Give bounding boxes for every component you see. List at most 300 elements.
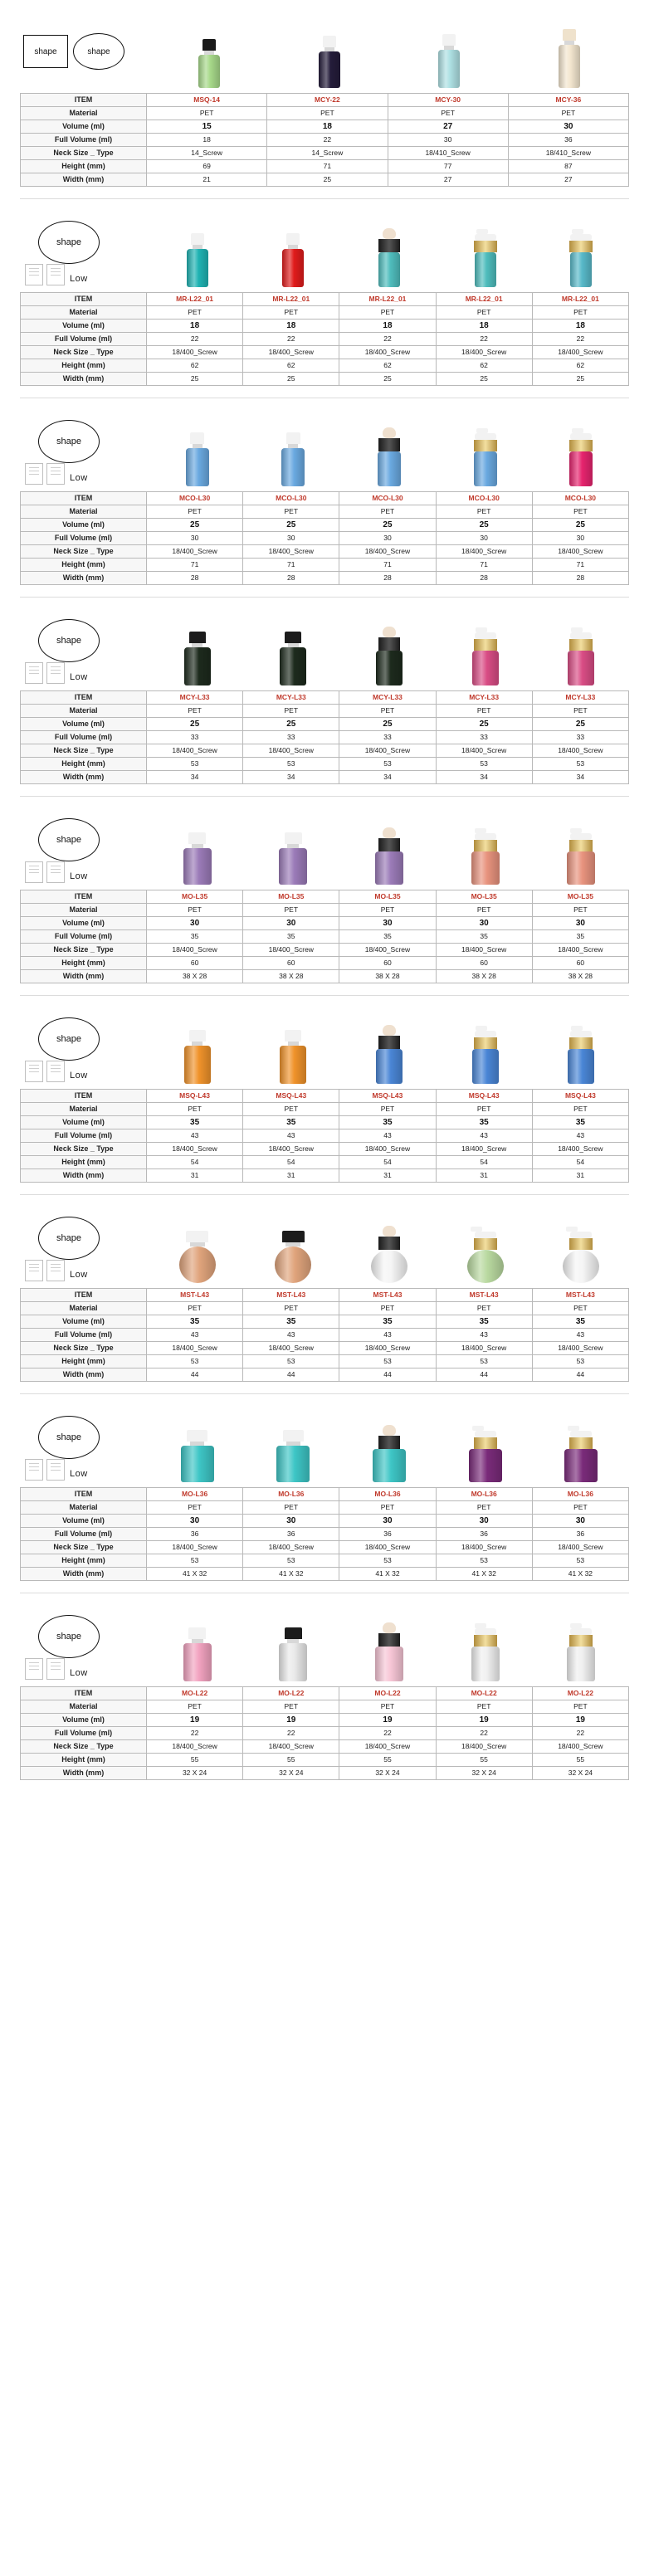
cell-material: PET	[147, 505, 243, 519]
bottle-cell	[437, 612, 534, 685]
row-header-width: Width (mm)	[21, 970, 147, 983]
bottle-graphic	[279, 1627, 307, 1681]
cell-height: 69	[147, 160, 267, 173]
table-row	[21, 917, 629, 930]
pump-head	[570, 1431, 592, 1437]
bottle-graphic	[564, 1426, 598, 1482]
cell-neck: 18/410_Screw	[508, 147, 628, 160]
cell-full-volume: 22	[436, 333, 532, 346]
cell-item: MO-L36	[339, 1488, 436, 1501]
bottle-cell	[533, 612, 629, 685]
cell-height: 53	[243, 1355, 339, 1368]
bottle-graphic	[568, 1026, 594, 1084]
cell-full-volume: 22	[532, 1727, 628, 1740]
mini-bottle-icon	[25, 463, 43, 485]
row-header-volume: Volume (ml)	[21, 917, 147, 930]
row-header-neck: Neck Size _ Type	[21, 1342, 147, 1355]
mini-bottle-icon	[25, 264, 43, 285]
cell-item: MCY-L33	[436, 691, 532, 705]
cell-material: PET	[339, 1501, 436, 1515]
cell-volume: 25	[532, 519, 628, 532]
cell-neck: 18/400_Screw	[436, 346, 532, 359]
block-divider	[20, 198, 629, 199]
bottle-image-row	[20, 214, 629, 287]
cell-neck: 18/400_Screw	[339, 1740, 436, 1754]
spec-block	[20, 812, 629, 996]
row-header-full-volume: Full Volume (ml)	[21, 1329, 147, 1342]
bottle-body	[475, 252, 496, 287]
cell-material: PET	[532, 705, 628, 718]
shape-circle-icon: shape	[38, 221, 100, 264]
row-header-width: Width (mm)	[21, 1169, 147, 1183]
bottle-graphic	[179, 1231, 216, 1283]
cell-height: 53	[532, 1355, 628, 1368]
cell-full-volume: 33	[532, 731, 628, 744]
shape-square-icon: shape	[23, 35, 68, 68]
bottle-body	[378, 252, 400, 287]
bottle-image-row	[20, 812, 629, 885]
spec-block	[20, 1409, 629, 1593]
cell-item: MCY-36	[508, 94, 628, 107]
table-row	[21, 373, 629, 386]
row-header-material: Material	[21, 107, 147, 120]
cell-full-volume: 22	[339, 333, 436, 346]
bottle-graphic	[375, 827, 403, 885]
cell-volume: 30	[243, 1515, 339, 1528]
bottle-body	[567, 1647, 595, 1681]
cell-height: 54	[436, 1156, 532, 1169]
bottle-body	[570, 252, 592, 287]
cell-item: MSQ-L43	[532, 1090, 628, 1103]
bottle-body	[183, 848, 212, 885]
pump-head	[475, 1431, 496, 1437]
mini-bottle-stack	[25, 1061, 88, 1082]
cell-neck: 18/400_Screw	[436, 1541, 532, 1554]
bottle-cap	[191, 233, 204, 245]
cell-full-volume: 33	[339, 731, 436, 744]
bottle-graphic	[568, 229, 593, 287]
bottle-cap	[190, 432, 204, 444]
cell-material: PET	[243, 306, 339, 320]
cell-full-volume: 22	[147, 333, 243, 346]
bottle-graphic	[376, 627, 403, 685]
cell-material: PET	[243, 1501, 339, 1515]
dropper-bulb	[383, 228, 396, 239]
pump-collar	[474, 840, 497, 851]
bottle-body	[183, 1643, 212, 1681]
row-header-full-volume: Full Volume (ml)	[21, 532, 147, 545]
cell-item: MO-L35	[436, 890, 532, 904]
row-header-width: Width (mm)	[21, 1568, 147, 1581]
bottle-cap	[286, 233, 300, 245]
row-header-height: Height (mm)	[21, 160, 147, 173]
cell-height: 53	[243, 758, 339, 771]
bottle-body	[568, 1049, 594, 1084]
cell-item: MO-L36	[436, 1488, 532, 1501]
row-header-width: Width (mm)	[21, 771, 147, 784]
cell-width: 34	[532, 771, 628, 784]
cell-neck: 18/400_Screw	[532, 346, 628, 359]
cell-item: MO-L36	[532, 1488, 628, 1501]
cell-volume: 35	[436, 1116, 532, 1129]
cell-neck: 18/400_Screw	[532, 545, 628, 559]
shape-cell	[23, 1210, 149, 1283]
cell-material: PET	[532, 505, 628, 519]
low-label: Low	[70, 1071, 88, 1081]
bottle-body	[375, 851, 403, 885]
bottle-cell	[533, 812, 629, 885]
cell-material: PET	[243, 705, 339, 718]
cell-volume: 25	[243, 718, 339, 731]
cell-item: MO-L22	[339, 1687, 436, 1700]
cell-volume: 30	[508, 120, 628, 134]
row-header-item: ITEM	[21, 691, 147, 705]
cell-item: MO-L35	[243, 890, 339, 904]
bottle-cell	[437, 214, 534, 287]
cell-neck: 18/400_Screw	[147, 1541, 243, 1554]
cell-item: MR-L22_01	[339, 293, 436, 306]
bottle-cell	[437, 1409, 534, 1482]
cell-height: 53	[147, 1355, 243, 1368]
cell-neck: 18/400_Screw	[339, 744, 436, 758]
cell-height: 54	[532, 1156, 628, 1169]
table-row	[21, 346, 629, 359]
cell-width: 27	[388, 173, 508, 187]
mini-bottle-stack	[25, 463, 88, 485]
bottle-body	[281, 448, 305, 486]
cell-width: 25	[243, 373, 339, 386]
cell-material: PET	[243, 1103, 339, 1116]
cell-material: PET	[339, 904, 436, 917]
bottle-graphic	[184, 632, 211, 685]
cell-material: PET	[436, 306, 532, 320]
spec-block	[20, 1011, 629, 1195]
table-row	[21, 691, 629, 705]
bottle-cell	[341, 1011, 437, 1084]
cell-height: 62	[532, 359, 628, 373]
cell-neck: 18/400_Screw	[243, 1740, 339, 1754]
row-header-height: Height (mm)	[21, 359, 147, 373]
cell-full-volume: 33	[243, 731, 339, 744]
cell-height: 77	[388, 160, 508, 173]
bottle-body	[467, 1250, 504, 1283]
row-header-width: Width (mm)	[21, 373, 147, 386]
cell-volume: 19	[339, 1714, 436, 1727]
cell-width: 31	[532, 1169, 628, 1183]
cell-neck: 18/400_Screw	[243, 1541, 339, 1554]
table-row	[21, 1488, 629, 1501]
cell-volume: 19	[532, 1714, 628, 1727]
bottle-cell	[341, 1608, 437, 1681]
table-row	[21, 957, 629, 970]
cell-width: 38 X 28	[532, 970, 628, 983]
table-row	[21, 519, 629, 532]
pump-collar	[474, 440, 497, 451]
cell-height: 60	[436, 957, 532, 970]
bottle-graphic	[183, 1627, 212, 1681]
cell-height: 55	[532, 1754, 628, 1767]
cell-full-volume: 30	[532, 532, 628, 545]
mini-bottle-icon	[46, 1260, 65, 1281]
spec-block	[20, 214, 629, 398]
cell-full-volume: 22	[339, 1727, 436, 1740]
bottle-graphic	[375, 1622, 403, 1681]
cell-width: 32 X 24	[339, 1767, 436, 1780]
cell-volume: 18	[267, 120, 388, 134]
cell-volume: 25	[147, 718, 243, 731]
table-row	[21, 572, 629, 585]
row-header-neck: Neck Size _ Type	[21, 346, 147, 359]
row-header-volume: Volume (ml)	[21, 519, 147, 532]
row-header-material: Material	[21, 1103, 147, 1116]
cell-volume: 35	[339, 1315, 436, 1329]
mini-bottle-stack	[25, 861, 88, 883]
cell-height: 71	[243, 559, 339, 572]
bottle-graphic	[184, 1030, 211, 1084]
cell-neck: 18/400_Screw	[339, 1342, 436, 1355]
table-row	[21, 1714, 629, 1727]
cell-volume: 25	[339, 519, 436, 532]
cell-height: 53	[147, 758, 243, 771]
row-header-height: Height (mm)	[21, 957, 147, 970]
cell-neck: 18/400_Screw	[147, 944, 243, 957]
bottle-cell	[149, 612, 246, 685]
cell-material: PET	[339, 1302, 436, 1315]
cell-full-volume: 43	[436, 1129, 532, 1143]
table-row	[21, 559, 629, 572]
block-divider	[20, 1393, 629, 1394]
table-row	[21, 147, 629, 160]
cell-full-volume: 30	[243, 532, 339, 545]
cell-item: MO-L36	[243, 1488, 339, 1501]
cell-full-volume: 43	[147, 1129, 243, 1143]
cell-neck: 14_Screw	[147, 147, 267, 160]
row-header-width: Width (mm)	[21, 173, 147, 187]
cell-volume: 25	[243, 519, 339, 532]
bottle-graphic	[276, 1430, 310, 1482]
pump-collar	[474, 1037, 497, 1049]
bottle-graphic	[473, 229, 498, 287]
cell-material: PET	[532, 1700, 628, 1714]
cell-volume: 30	[147, 917, 243, 930]
cell-neck: 18/400_Screw	[147, 545, 243, 559]
pump-collar	[569, 440, 593, 451]
dropper-bulb	[383, 427, 396, 438]
table-row	[21, 320, 629, 333]
row-header-full-volume: Full Volume (ml)	[21, 1528, 147, 1541]
cell-full-volume: 35	[532, 930, 628, 944]
pump-head	[570, 1232, 592, 1238]
cell-width: 34	[339, 771, 436, 784]
cell-item: MO-L35	[339, 890, 436, 904]
bottle-body	[559, 45, 580, 88]
bottle-body	[474, 451, 497, 486]
table-row	[21, 359, 629, 373]
table-row	[21, 1329, 629, 1342]
pump-head	[475, 1031, 496, 1037]
bottle-graphic	[377, 228, 402, 287]
mini-bottle-icon	[46, 1658, 65, 1680]
block-divider	[20, 995, 629, 996]
cell-volume: 35	[147, 1116, 243, 1129]
cell-volume: 30	[147, 1515, 243, 1528]
cell-item: MST-L43	[436, 1289, 532, 1302]
cell-neck: 18/400_Screw	[532, 1541, 628, 1554]
mini-bottle-icon	[46, 662, 65, 684]
cell-material: PET	[436, 505, 532, 519]
shape-cell	[23, 1011, 149, 1084]
pump-collar	[569, 1238, 593, 1250]
cell-neck: 18/400_Screw	[532, 1342, 628, 1355]
bottle-cell	[149, 1210, 246, 1283]
cell-full-volume: 43	[147, 1329, 243, 1342]
row-header-volume: Volume (ml)	[21, 1714, 147, 1727]
bottle-body	[469, 1449, 502, 1482]
cell-height: 54	[339, 1156, 436, 1169]
cell-height: 55	[243, 1754, 339, 1767]
table-row	[21, 160, 629, 173]
row-header-full-volume: Full Volume (ml)	[21, 134, 147, 147]
cell-item: MCO-L30	[532, 492, 628, 505]
bottle-graphic	[280, 1030, 306, 1084]
bottle-body	[181, 1446, 214, 1482]
bottle-cap	[563, 29, 576, 41]
block-divider	[20, 796, 629, 797]
cell-item: MO-L22	[436, 1687, 532, 1700]
bottle-cell	[437, 413, 534, 486]
cell-material: PET	[243, 1302, 339, 1315]
bottle-graphic	[557, 29, 582, 88]
bottle-graphic	[567, 1623, 595, 1681]
cell-width: 25	[267, 173, 388, 187]
cell-neck: 18/400_Screw	[339, 1143, 436, 1156]
mini-bottle-icon	[46, 1459, 65, 1481]
table-row	[21, 758, 629, 771]
row-header-item: ITEM	[21, 1687, 147, 1700]
cell-volume: 25	[339, 718, 436, 731]
cell-width: 34	[436, 771, 532, 784]
low-label: Low	[70, 1469, 88, 1479]
bottle-cell	[341, 612, 437, 685]
shape-circle-icon: shape	[38, 1217, 100, 1260]
cell-neck: 14_Screw	[267, 147, 388, 160]
cell-width: 25	[436, 373, 532, 386]
low-label: Low	[70, 1270, 88, 1280]
cell-width: 41 X 32	[243, 1568, 339, 1581]
row-header-width: Width (mm)	[21, 1767, 147, 1780]
cell-item: MSQ-L43	[436, 1090, 532, 1103]
spec-block	[20, 1608, 629, 1780]
pump-collar	[569, 840, 593, 851]
cell-neck: 18/400_Screw	[243, 744, 339, 758]
cell-item: MCO-L30	[436, 492, 532, 505]
cell-material: PET	[339, 306, 436, 320]
shape-placeholder	[23, 214, 149, 287]
spec-table	[20, 1487, 629, 1581]
cell-material: PET	[147, 107, 267, 120]
cell-volume: 35	[532, 1315, 628, 1329]
cell-item: MST-L43	[243, 1289, 339, 1302]
bottle-body	[184, 1046, 211, 1084]
cell-full-volume: 18	[147, 134, 267, 147]
cell-full-volume: 35	[436, 930, 532, 944]
bottle-graphic	[317, 36, 342, 88]
cell-height: 71	[532, 559, 628, 572]
cell-height: 62	[339, 359, 436, 373]
row-header-material: Material	[21, 1700, 147, 1714]
cell-volume: 27	[388, 120, 508, 134]
table-row	[21, 904, 629, 917]
cell-height: 53	[532, 1554, 628, 1568]
row-header-height: Height (mm)	[21, 559, 147, 572]
bottle-cap	[285, 1627, 302, 1639]
cell-height: 53	[436, 1355, 532, 1368]
cell-volume: 35	[436, 1315, 532, 1329]
row-header-full-volume: Full Volume (ml)	[21, 1129, 147, 1143]
row-header-neck: Neck Size _ Type	[21, 147, 147, 160]
bottle-cell	[246, 1210, 342, 1283]
cell-item: MCY-L33	[243, 691, 339, 705]
table-row	[21, 134, 629, 147]
pump-collar	[474, 241, 497, 252]
dropper-collar	[378, 1036, 400, 1049]
bottle-cell	[533, 1011, 629, 1084]
cell-width: 31	[339, 1169, 436, 1183]
row-header-volume: Volume (ml)	[21, 1315, 147, 1329]
mini-bottle-icon	[46, 463, 65, 485]
cell-width: 28	[532, 572, 628, 585]
cell-material: PET	[532, 306, 628, 320]
dropper-collar	[378, 1633, 400, 1647]
bottle-cell	[437, 812, 534, 885]
cell-neck: 18/400_Screw	[243, 545, 339, 559]
row-header-full-volume: Full Volume (ml)	[21, 333, 147, 346]
cell-neck: 18/400_Screw	[147, 1143, 243, 1156]
low-label: Low	[70, 473, 88, 483]
cell-item: MR-L22_01	[243, 293, 339, 306]
bottle-body	[187, 249, 208, 287]
cell-material: PET	[388, 107, 508, 120]
shape-circle-icon: shape	[38, 1615, 100, 1658]
bottle-graphic	[568, 428, 593, 486]
cell-neck: 18/400_Screw	[436, 1740, 532, 1754]
cell-neck: 18/400_Screw	[243, 1342, 339, 1355]
bottle-image-row	[20, 15, 629, 88]
table-row	[21, 1727, 629, 1740]
bottle-graphic	[373, 1425, 406, 1482]
shape-circle-icon: shape	[38, 420, 100, 463]
bottle-cell	[437, 1011, 534, 1084]
row-header-item: ITEM	[21, 492, 147, 505]
cell-volume: 25	[436, 519, 532, 532]
cell-full-volume: 22	[147, 1727, 243, 1740]
pump-head	[475, 234, 496, 241]
pump-collar	[569, 241, 593, 252]
pump-head	[475, 1628, 496, 1635]
cell-width: 32 X 24	[436, 1767, 532, 1780]
cell-volume: 35	[147, 1315, 243, 1329]
mini-bottle-icon	[25, 861, 43, 883]
table-row	[21, 94, 629, 107]
cell-neck: 18/400_Screw	[532, 1143, 628, 1156]
spec-table	[20, 690, 629, 784]
cell-height: 53	[339, 1554, 436, 1568]
dropper-collar	[378, 1237, 400, 1250]
row-header-material: Material	[21, 1501, 147, 1515]
bottle-cell	[149, 413, 246, 486]
bottle-graphic	[563, 1227, 599, 1283]
bottle-cap	[283, 1430, 304, 1442]
